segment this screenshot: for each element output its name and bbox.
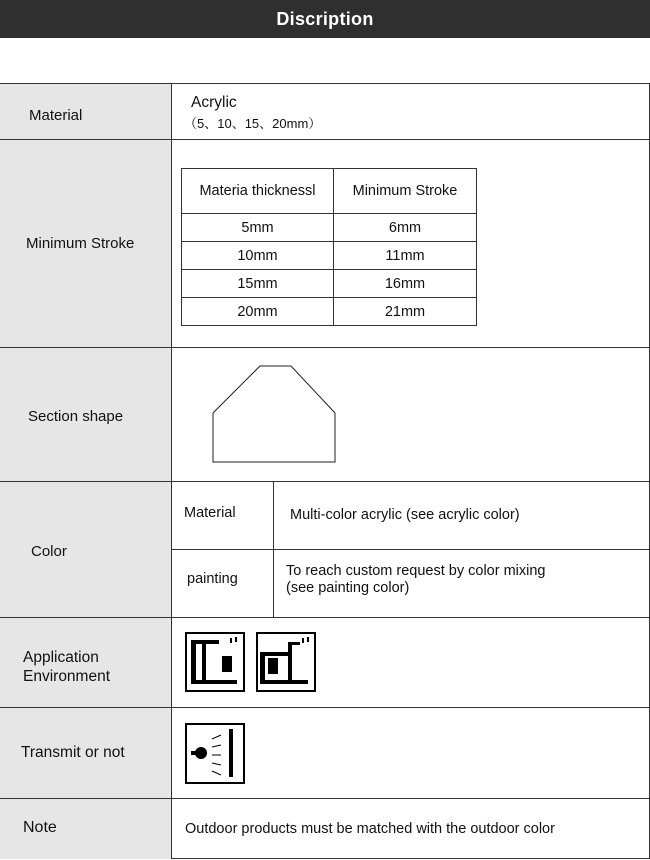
stroke-col-minimum: Minimum Stroke: [334, 169, 477, 214]
minimum-stroke-row: [0, 139, 650, 347]
application-label-cell: [0, 618, 172, 707]
stroke-table-header: [182, 169, 477, 214]
color-row: [0, 481, 650, 617]
transmit-content: [172, 708, 650, 798]
color-material-label: Material: [184, 505, 236, 521]
thickness-cell: 5mm: [182, 214, 334, 242]
section-label-cell: [0, 348, 172, 481]
color-painting-label: painting: [187, 571, 238, 587]
section-shape-icon: [202, 358, 402, 478]
stroke-cell: 11mm: [334, 242, 477, 270]
note-label-cell: [0, 799, 172, 859]
material-sizes: （5、10、15、20mm）: [184, 116, 322, 131]
thickness-cell: 20mm: [182, 298, 334, 326]
transmit-row: [0, 707, 650, 798]
color-material-value-cell: [274, 482, 650, 549]
color-label-cell: [0, 482, 172, 617]
note-row: [0, 798, 650, 859]
page-header: [0, 0, 650, 38]
light-transmit-icon: [185, 723, 245, 784]
stroke-label: Minimum Stroke: [26, 235, 135, 252]
thickness-cell: 15mm: [182, 270, 334, 298]
color-painting-line1: To reach custom request by color mixing: [286, 563, 546, 579]
color-material-value: Multi-color acrylic (see acrylic color): [290, 507, 520, 523]
color-painting-line2: (see painting color): [286, 580, 410, 596]
table-row: [182, 214, 477, 242]
page-title: Discription: [276, 9, 374, 29]
color-label: Color: [31, 543, 67, 560]
material-content: [172, 84, 650, 139]
thickness-cell: 10mm: [182, 242, 334, 270]
transmit-label: Transmit or not: [21, 744, 125, 761]
application-label: [23, 648, 110, 686]
color-material-subrow: [172, 482, 650, 549]
stroke-content: [172, 140, 650, 347]
color-painting-label-cell: [172, 550, 274, 618]
color-painting-value: [286, 563, 546, 597]
stroke-table: [181, 168, 477, 326]
table-row: [182, 298, 477, 326]
note-content: [172, 799, 650, 859]
material-row: [0, 83, 650, 139]
stroke-cell: 16mm: [334, 270, 477, 298]
color-painting-subrow: [172, 549, 650, 618]
stroke-cell: 21mm: [334, 298, 477, 326]
outdoor-environment-icon: [256, 632, 316, 692]
stroke-col-thickness: Materia thicknessl: [182, 169, 334, 214]
material-value: Acrylic: [191, 94, 237, 111]
table-row: [182, 242, 477, 270]
stroke-label-cell: [0, 140, 172, 347]
color-painting-value-cell: [274, 550, 650, 618]
transmit-label-cell: [0, 708, 172, 798]
application-row: [0, 617, 650, 707]
application-content: [172, 618, 650, 707]
section-content: [172, 348, 650, 481]
table-row: [182, 270, 477, 298]
indoor-environment-icon: [185, 632, 245, 692]
color-content: [172, 482, 650, 617]
section-label: Section shape: [28, 408, 124, 425]
application-label-line2: Environment: [23, 668, 111, 685]
material-label-cell: [0, 84, 172, 139]
application-label-line1: Application: [23, 649, 99, 666]
note-value: Outdoor products must be matched with the outdoor color: [185, 821, 555, 837]
section-shape-row: [0, 347, 650, 481]
color-material-label-cell: [172, 482, 274, 549]
material-label: Material: [29, 107, 83, 124]
stroke-cell: 6mm: [334, 214, 477, 242]
note-label: Note: [23, 819, 57, 836]
